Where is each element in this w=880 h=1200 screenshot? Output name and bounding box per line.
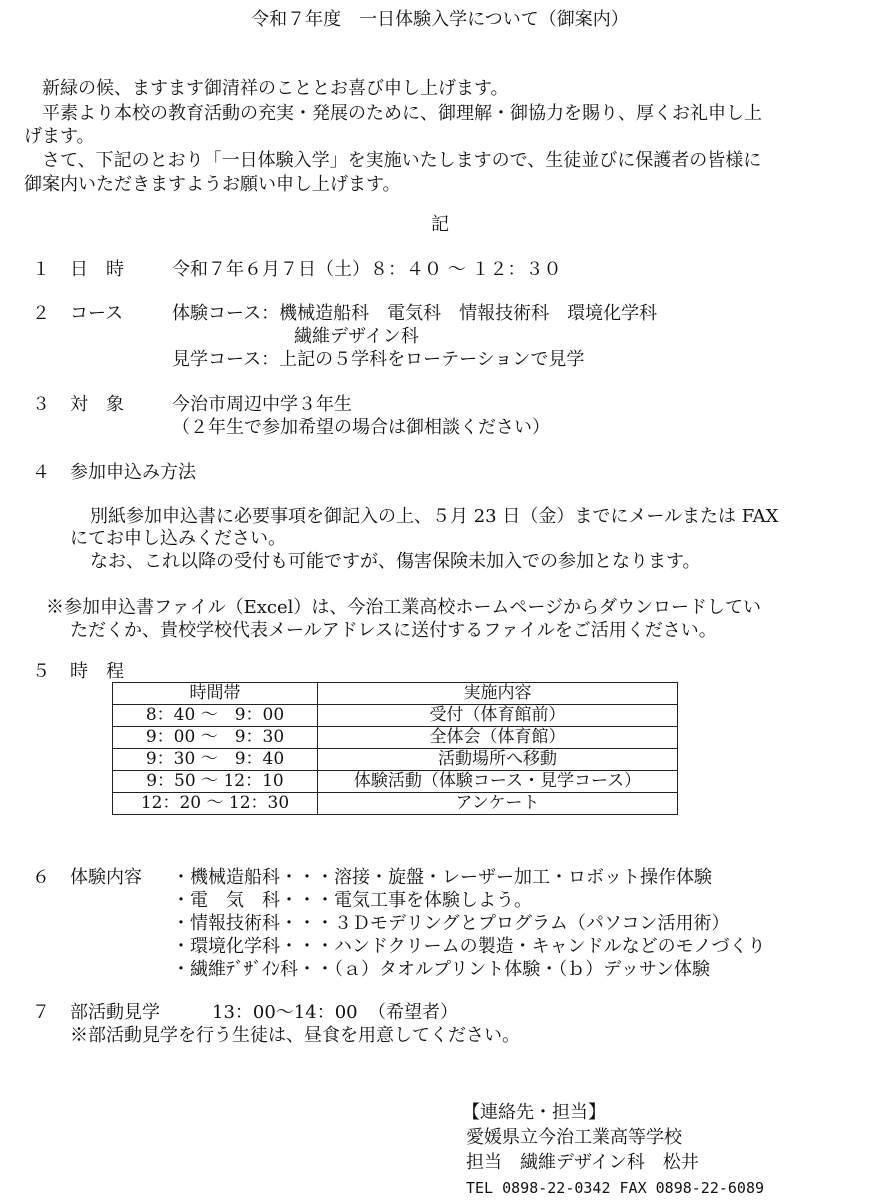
greeting-line: げます。 bbox=[24, 126, 95, 147]
item-label-content: 体験内容 bbox=[70, 867, 142, 888]
item-number: ３ bbox=[32, 394, 50, 415]
item-number: ７ bbox=[32, 1002, 50, 1023]
activity-cell: 体験活動（体験コース・見学コース） bbox=[318, 771, 678, 793]
course-experience-cont: 繊維デザイン科 bbox=[294, 326, 419, 347]
table-row bbox=[113, 793, 678, 815]
greeting-line: 新緑の候、ますます御清祥のこととお喜び申し上げます。 bbox=[24, 78, 509, 99]
item-number: ４ bbox=[32, 462, 50, 483]
club-note: ※部活動見学を行う生徒は、昼食を用意してください。 bbox=[70, 1025, 520, 1046]
apply-file-note: ただくか、貴校学校代表メールアドレスに送付するファイルをご活用ください。 bbox=[70, 620, 717, 641]
time-cell: 8：40 ～ 9：00 bbox=[113, 705, 318, 727]
item-number: ６ bbox=[32, 867, 50, 888]
table-row bbox=[113, 749, 678, 771]
time-cell: 9：30 ～ 9：40 bbox=[113, 749, 318, 771]
greeting-line: 平素より本校の教育活動の充実・発展のために、御理解・御協力を賜り、厚くお礼申し上 bbox=[24, 103, 762, 124]
event-date: 令和７年６月７日（土）８：４０ ～ １２：３０ bbox=[172, 259, 562, 280]
contact-phone: TEL 0898-22-0342 FAX 0898-22-6089 bbox=[466, 1179, 765, 1197]
item-label-date: 日 時 bbox=[70, 259, 124, 280]
item-label-club: 部活動見学 bbox=[70, 1002, 160, 1023]
greeting-line: さて、下記のとおり「一日体験入学」を実施いたしますので、生徒並びに保護者の皆様に bbox=[24, 150, 762, 171]
course-tour: 見学コース：上記の５学科をローテーションで見学 bbox=[172, 349, 585, 370]
item-number: ５ bbox=[32, 661, 50, 682]
time-cell: 9：50 ～ 12：10 bbox=[113, 771, 318, 793]
club-who: （希望者） bbox=[368, 1002, 458, 1023]
activity-cell: 全体会（体育館） bbox=[318, 727, 678, 749]
ki-heading: 記 bbox=[431, 214, 449, 235]
time-cell: 12：20 ～ 12：30 bbox=[113, 793, 318, 815]
activity-cell: 活動場所へ移動 bbox=[318, 749, 678, 771]
contact-person: 担当 繊維デザイン科 松井 bbox=[466, 1152, 699, 1173]
content-line: ・繊維ﾃﾞｻﾞｲﾝ科・・（ａ）タオルプリント体験・（ｂ）デッサン体験 bbox=[172, 959, 711, 980]
content-line: ・情報技術科・・・３Ｄモデリングとプログラム（パソコン活用術） bbox=[172, 913, 730, 934]
target-students: 今治市周辺中学３年生 bbox=[172, 394, 352, 415]
apply-text: にてお申し込みください。 bbox=[70, 528, 286, 549]
contact-heading: 【連絡先・担当】 bbox=[462, 1102, 606, 1123]
page-title: 令和７年度 一日体験入学について（御案内） bbox=[251, 9, 629, 30]
time-cell: 9：00 ～ 9：30 bbox=[113, 727, 318, 749]
item-label-schedule: 時 程 bbox=[70, 661, 124, 682]
content-line: ・機械造船科・・・溶接・旋盤・レーザー加工・ロボット操作体験 bbox=[172, 867, 712, 888]
content-line: ・電 気 科・・・電気工事を体験しよう。 bbox=[172, 890, 532, 911]
club-time: 13：00～14：00 bbox=[212, 1002, 358, 1023]
apply-file-note: ※参加申込書ファイル（Excel）は、今治工業高校ホームページからダウンロードしてい bbox=[46, 597, 762, 618]
table-header-row bbox=[113, 683, 678, 705]
target-note: （２年生で参加希望の場合は御相談ください） bbox=[172, 417, 550, 438]
apply-note: なお、これ以降の受付も可能ですが、傷害保険未加入での参加となります。 bbox=[90, 551, 701, 572]
apply-text: 別紙参加申込書に必要事項を御記入の上、５月 23 日（金）までにメールまたは FAX bbox=[90, 506, 779, 527]
table-row bbox=[113, 771, 678, 793]
item-label-target: 対 象 bbox=[70, 394, 124, 415]
table-row bbox=[113, 727, 678, 749]
column-header: 実施内容 bbox=[318, 683, 678, 705]
item-number: １ bbox=[32, 259, 50, 280]
contact-school: 愛媛県立今治工業高等学校 bbox=[466, 1127, 682, 1148]
greeting-line: 御案内いただきますようお願い申し上げます。 bbox=[24, 174, 401, 195]
schedule-table bbox=[112, 682, 678, 815]
table-row bbox=[113, 705, 678, 727]
activity-cell: 受付（体育館前） bbox=[318, 705, 678, 727]
activity-cell: アンケート bbox=[318, 793, 678, 815]
item-label-apply: 参加申込み方法 bbox=[70, 462, 196, 483]
item-label-course: コース bbox=[70, 303, 124, 324]
column-header: 時間帯 bbox=[113, 683, 318, 705]
content-line: ・環境化学科・・・ハンドクリームの製造・キャンドルなどのモノづくり bbox=[172, 936, 766, 957]
course-experience: 体験コース：機械造船科 電気科 情報技術科 環境化学科 bbox=[172, 303, 658, 324]
item-number: ２ bbox=[32, 303, 50, 324]
